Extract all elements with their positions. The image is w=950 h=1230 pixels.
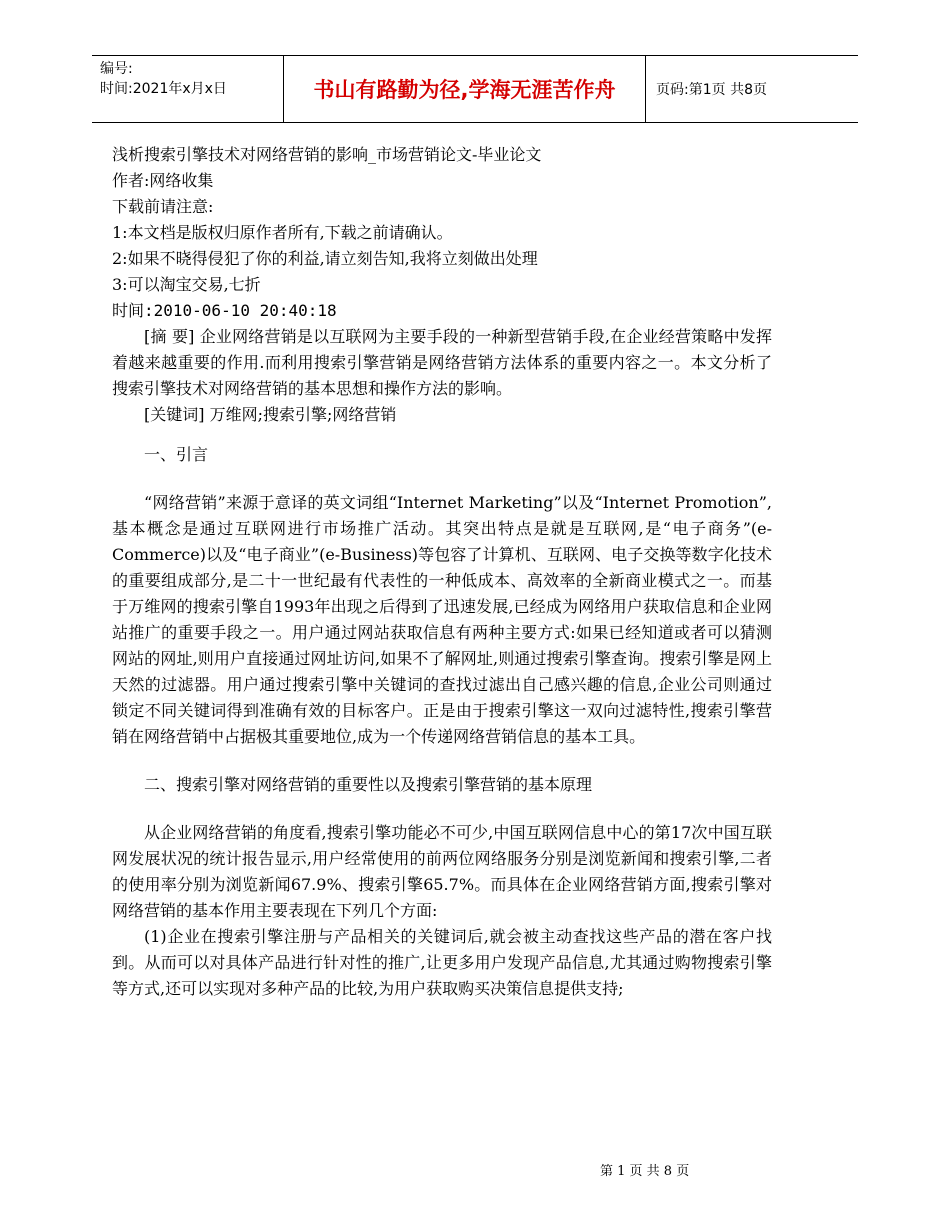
importance-paragraph: 从企业网络营销的角度看,搜索引擎功能必不可少,中国互联网信息中心的第17次中国互联网发展状况的统计报告显示,用户经常使用的前两位网络服务分别是浏览新闻和搜索引擎,二者的使用率分别为浏览新闻67.9%、搜索引擎65.7%。而具体在企业网络营销方面,搜索引擎对网络营销的基本作用主要表现在下列几个方面: [112, 823, 772, 920]
document-number-label: 编号: [100, 61, 133, 77]
page-footer: 第 1 页 共 8 页 [600, 1164, 690, 1179]
notice-item-1: 1:本文档是版权归原作者所有,下载之前请确认。 [112, 223, 453, 242]
intro-paragraph: “网络营销”来源于意译的英文词组“Internet Marketing”以及“Internet Promotion”,基本概念是通过互联网进行市场推广活动。其突出特点是就是互联网,是“电子商务”(e-Commerce)以及“电子商业”(e-Business)等包容了计算机、互联网、电子交换等数字化技术的重要组成部分,是二十一世纪最有代表性的一种低成本、高效率的全新商业模式之一。而基于万维网的搜索引擎自1993年出现之后得到了迅速发展,已经成为网络用户获取信息和企业网站推广的重要手段之一。用户通过网站获取信息有两种主要方式:如果已经知道或者可以猜测网站的网址,则用户直接通过网址访问,如果不了解网址,则通过搜索引擎查询。搜索引擎是网上天然的过滤器。用户通过搜索引擎中关键词的查找过滤出自己感兴趣的信息,企业公司则通过锁定不同关键词得到准确有效的目标客户。正是由于搜索引擎这一双向过滤特性,搜索引擎营销在网络营销中占据极其重要地位,成为一个传递网络营销信息的基本工具。 [112, 493, 772, 746]
page-header [92, 55, 858, 123]
header-motto: 书山有路勤为径,学海无涯苦作舟 [284, 56, 646, 122]
document-body [112, 142, 772, 1002]
notice-item-2: 2:如果不晓得侵犯了你的利益,请立刻告知,我将立刻做出处理 [112, 249, 538, 268]
point-1-paragraph: (1)企业在搜索引擎注册与产品相关的关键词后,就会被主动查找这些产品的潜在客户找到。从而可以对具体产品进行针对性的推广,让更多用户发现产品信息,尤其通过购物搜索引擎等方式,还可以实现对多种产品的比较,为用户获取购买决策信息提供支持; [112, 927, 772, 998]
keywords-line: [关键词] 万维网;搜索引擎;网络营销 [144, 405, 397, 424]
document-time: 时间:2010-06-10 20:40:18 [112, 301, 337, 320]
document-author: 作者:网络收集 [112, 171, 214, 190]
document-time-label: 时间:2021年x月x日 [100, 81, 227, 97]
section-heading-importance: 二、搜索引擎对网络营销的重要性以及搜索引擎营销的基本原理 [144, 775, 593, 794]
header-meta [92, 56, 284, 122]
header-page-info: 页码:第1页 共8页 [656, 82, 767, 98]
section-heading-intro: 一、引言 [144, 445, 209, 464]
notice-item-3: 3:可以淘宝交易,七折 [112, 275, 261, 294]
abstract-paragraph: [摘 要] 企业网络营销是以互联网为主要手段的一种新型营销手段,在企业经营策略中发挥着越来越重要的作用.而利用搜索引擎营销是网络营销方法体系的重要内容之一。本文分析了搜索引擎技术对网络营销的基本思想和操作方法的影响。 [112, 327, 772, 398]
notice-heading: 下载前请注意: [112, 197, 214, 216]
document-title: 浅析搜索引擎技术对网络营销的影响_市场营销论文-毕业论文 [112, 145, 542, 164]
